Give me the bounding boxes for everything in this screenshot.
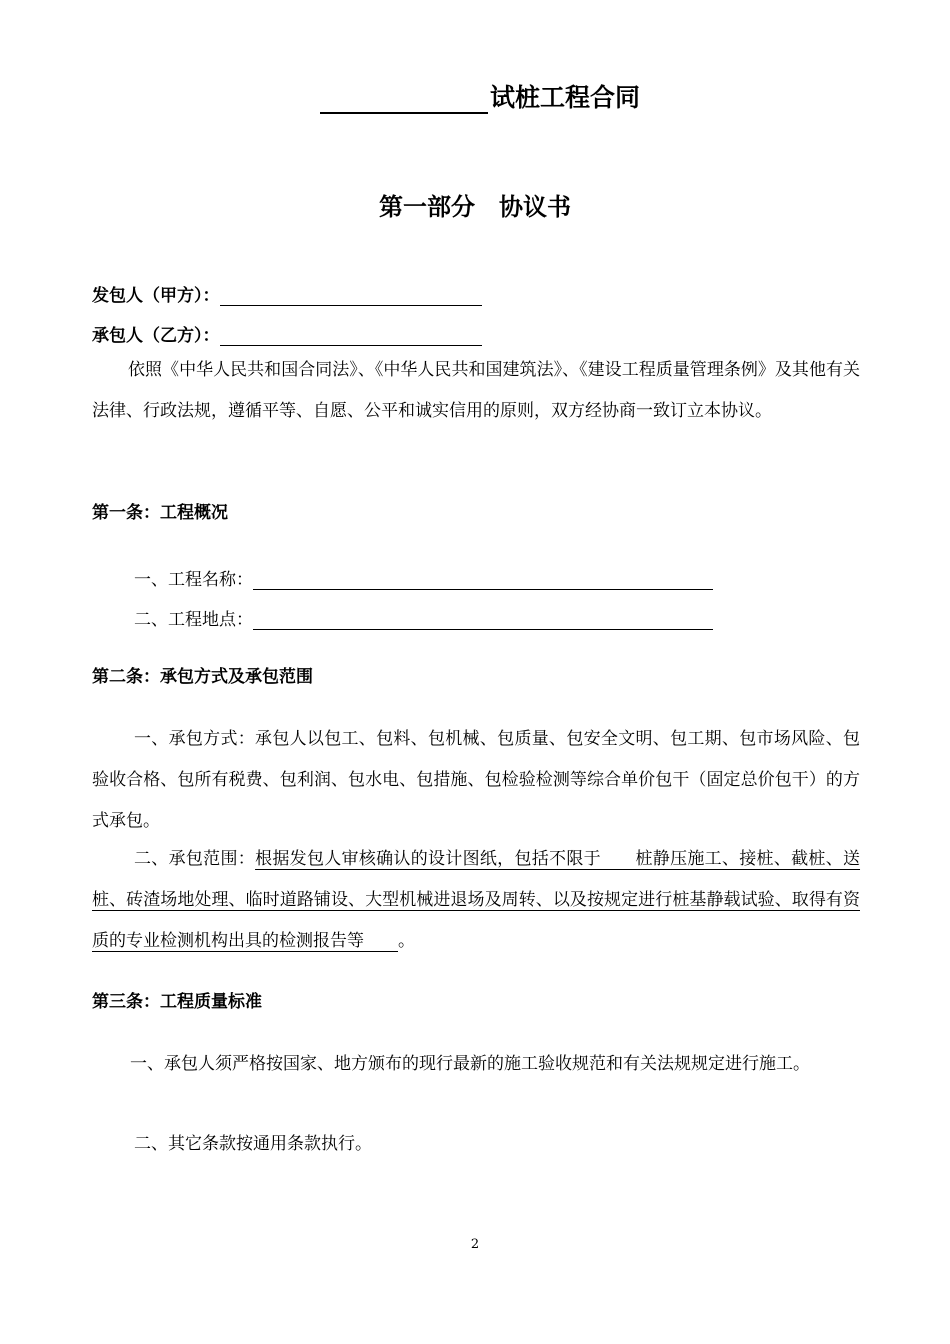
project-name-input-line[interactable] — [253, 567, 713, 590]
intro-paragraph: 依照《中华人民共和国合同法》、《中华人民共和国建筑法》、《建设工程质量管理条例》及其他有关法律、行政法规，遵循平等、自愿、公平和诚实信用的原则，双方经协商一致订立本协议。 — [92, 360, 860, 421]
contract-scope-paragraph — [92, 839, 860, 962]
project-name-label: 一、工程名称： — [134, 570, 253, 590]
contract-title — [320, 78, 640, 114]
quality-standard-paragraph: 一、承包人须严格按国家、地方颁布的现行最新的施工验收规范和有关法规规定进行施工。 — [130, 1054, 810, 1074]
page-number: 2 — [470, 1237, 480, 1252]
project-location-label: 二、工程地点： — [134, 610, 253, 630]
contract-mode-paragraph: 一、承包方式：承包人以包工、包料、包机械、包质量、包安全文明、包工期、包市场风险、包验收合格、包所有税费、包利润、包水电、包措施、包检验检测等综合单价包干（固定总价包干）的方式承包。 — [92, 729, 860, 831]
contractor-label: 承包人（乙方）： — [92, 326, 220, 346]
other-terms-paragraph: 二、其它条款按通用条款执行。 — [134, 1134, 372, 1154]
contract-scope-end: 。 — [398, 931, 415, 951]
project-name-row — [134, 565, 713, 590]
project-location-row — [134, 605, 713, 630]
employer-label: 发包人（甲方）： — [92, 286, 220, 306]
article1-heading: 第一条：工程概况 — [92, 503, 228, 523]
employer-input-line[interactable] — [220, 285, 482, 306]
project-location-input-line[interactable] — [253, 607, 713, 630]
contract-title-text: 试桩工程合同 — [490, 83, 641, 112]
contract-scope-trailing-blank — [364, 931, 398, 951]
project-name-blank[interactable] — [320, 82, 488, 114]
article2-heading: 第二条：承包方式及承包范围 — [92, 667, 313, 687]
employer-row — [92, 281, 482, 306]
contract-scope-label: 二、承包范围： — [134, 849, 256, 869]
contractor-row — [92, 321, 482, 346]
article3-heading: 第三条：工程质量标准 — [92, 992, 262, 1012]
contractor-input-line[interactable] — [220, 325, 482, 346]
contract-scope-text: 根据发包人审核确认的设计图纸，包括不限于 桩静压施工、接桩、截桩、送桩、砖渣场地处理、临时道路铺设、大型机械进退场及周转、以及按规定进行桩基静载试验、取得有资质的专业检测机构出具的检测报告等 — [92, 849, 861, 951]
part-title: 第一部分 协议书 — [379, 193, 571, 221]
